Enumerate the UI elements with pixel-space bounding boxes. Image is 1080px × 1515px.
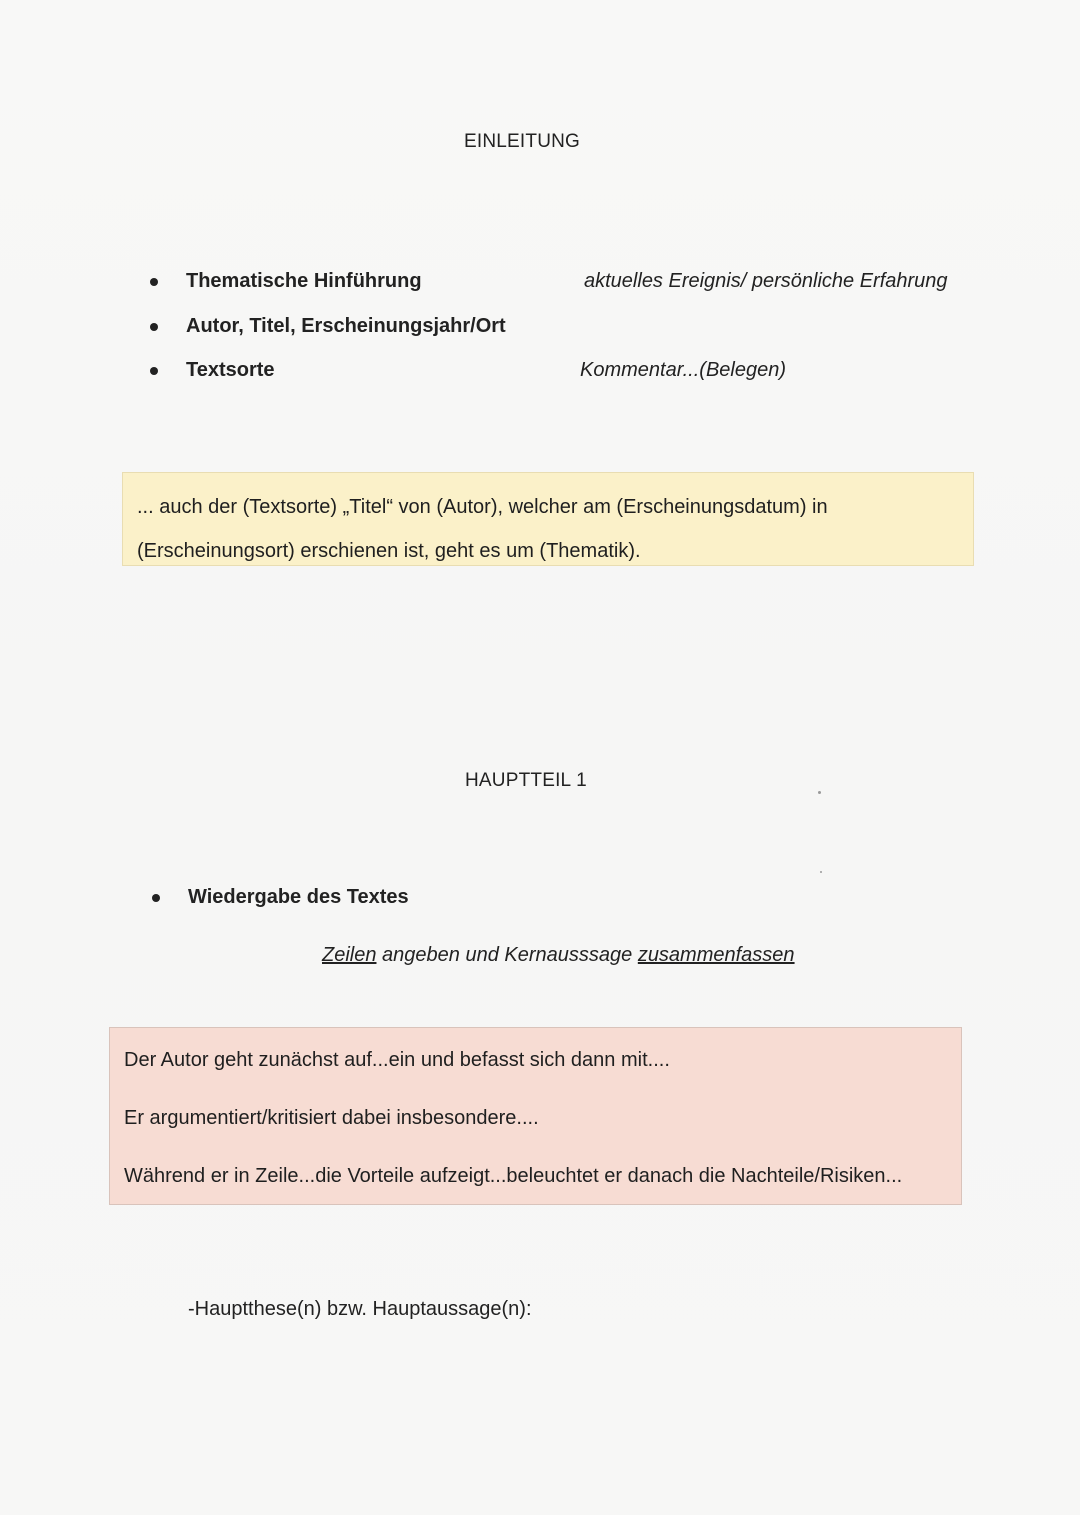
bullet-wiedergabe [152, 886, 409, 909]
intro-template-line-2: (Erscheinungsort) erschienen ist, geht es um (Thematik). [137, 540, 641, 562]
main-template-box [109, 1027, 962, 1205]
bullet-thematische-hinfuehrung [150, 270, 422, 293]
bullet-textsorte [150, 359, 275, 382]
paper-speck [818, 791, 821, 794]
intro-template-line-1: ... auch der (Textsorte) „Titel“ von (Autor), welcher am (Erscheinungsdatum) in [137, 496, 828, 518]
hint-part-middle: angeben und Kernausssage [376, 944, 638, 966]
heading-hauptteil-1: HAUPTTEIL 1 [465, 770, 587, 791]
paper-speck [820, 871, 822, 873]
hint-part-zusammenfassen: zusammenfassen [637, 944, 795, 966]
thesis-label: -Hauptthese(n) bzw. Hauptaussage(n): [188, 1298, 532, 1320]
bullet-label: Wiedergabe des Textes [188, 886, 409, 908]
bullet-dot-icon [150, 323, 158, 331]
bullet-dot-icon [152, 894, 160, 902]
note-thematische-hinfuehrung: aktuelles Ereignis/ persönliche Erfahrung [584, 270, 948, 292]
hint-part-zeilen: Zeilen [322, 944, 377, 966]
main-template-line-2: Er argumentiert/kritisiert dabei insbesondere.... [124, 1107, 539, 1129]
bullet-label: Textsorte [186, 359, 275, 381]
note-textsorte: Kommentar...(Belegen) [580, 359, 787, 381]
hint-zeilen-angeben [322, 944, 795, 967]
bullet-dot-icon [150, 367, 158, 375]
bullet-label: Thematische Hinführung [186, 270, 422, 292]
main-template-line-1: Der Autor geht zunächst auf...ein und befasst sich dann mit.... [124, 1049, 670, 1071]
bullet-dot-icon [150, 278, 158, 286]
bullet-label: Autor, Titel, Erscheinungsjahr/Ort [186, 315, 506, 337]
main-template-line-3: Während er in Zeile...die Vorteile aufzeigt...beleuchtet er danach die Nachteile/Risiken... [124, 1165, 903, 1187]
intro-template-box [122, 472, 974, 566]
bullet-autor-titel [150, 315, 506, 338]
heading-einleitung: EINLEITUNG [464, 131, 581, 152]
